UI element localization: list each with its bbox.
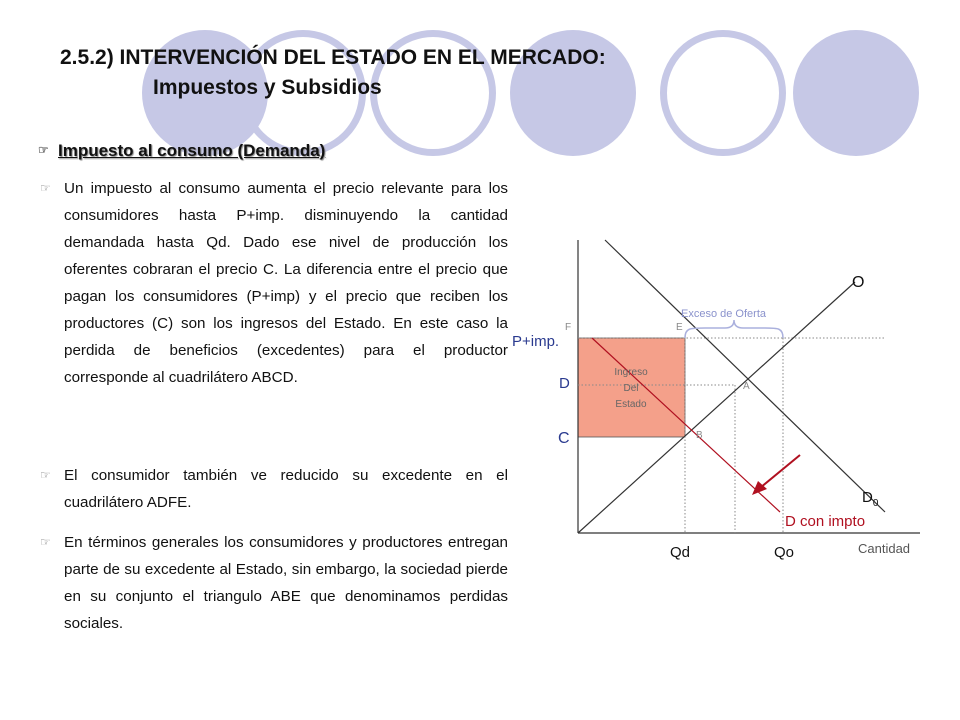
shift-arrow — [760, 455, 800, 488]
point-e-label: E — [676, 322, 683, 333]
revenue-label-line1: Ingreso — [614, 367, 648, 378]
qd-label: Qd — [670, 544, 691, 561]
point-a-label: A — [743, 381, 750, 392]
pointing-hand-icon: ☞ — [40, 535, 51, 549]
point-b-label: B — [696, 430, 703, 441]
pointing-hand-icon: ☞ — [40, 468, 51, 482]
section-heading-text: Impuesto al consumo (Demanda) — [58, 141, 326, 160]
paragraph-text: El consumidor también ve reducido su excedente en el cuadrilátero ADFE. — [64, 467, 508, 511]
price-tax-label: P+imp. — [512, 333, 560, 350]
pointing-hand-icon: ☞ — [40, 181, 51, 195]
taxed-demand-label: D con impto — [785, 513, 866, 530]
supply-label: O — [852, 274, 865, 291]
revenue-label-line2: Del — [623, 383, 639, 394]
price-d-label: D — [559, 375, 570, 392]
point-f-label: F — [565, 322, 572, 333]
excess-brace — [685, 320, 783, 338]
demand-label: $D_0$ — [862, 489, 879, 509]
slide-subtitle: Impuestos y Subsidios — [153, 76, 382, 99]
paragraph-text: Un impuesto al consumo aumenta el precio relevante para los consumidores hasta P+imp. disminuyendo la cantidad demandada hasta Qd. Dado ese nivel de producción los oferentes cobraran el precio C. La diferencia entre el precio que pagan los consumidores (P+imp) y el precio que reciben los productores (C) son los ingresos del Estado. En este caso la perdida de beneficios (excedentes) para el productor corresponde al cuadrilátero ABCD. — [64, 180, 508, 386]
qo-label: Qo — [774, 544, 795, 561]
pointing-hand-icon: ☞ — [38, 143, 49, 157]
revenue-label-line3: Estado — [615, 399, 647, 410]
slide-title: 2.5.2) INTERVENCIÓN DEL ESTADO EN EL MERCADO: — [60, 46, 606, 69]
price-c-label: C — [558, 430, 570, 447]
x-axis-label: Cantidad — [858, 541, 911, 556]
paragraph-text: En términos generales los consumidores y productores entregan parte de su excedente al Estado, sin embargo, la sociedad pierde en su conjunto el triangulo ABE que denominamos perdidas sociales. — [64, 534, 508, 632]
excess-supply-label: Exceso de Oferta — [681, 308, 766, 320]
